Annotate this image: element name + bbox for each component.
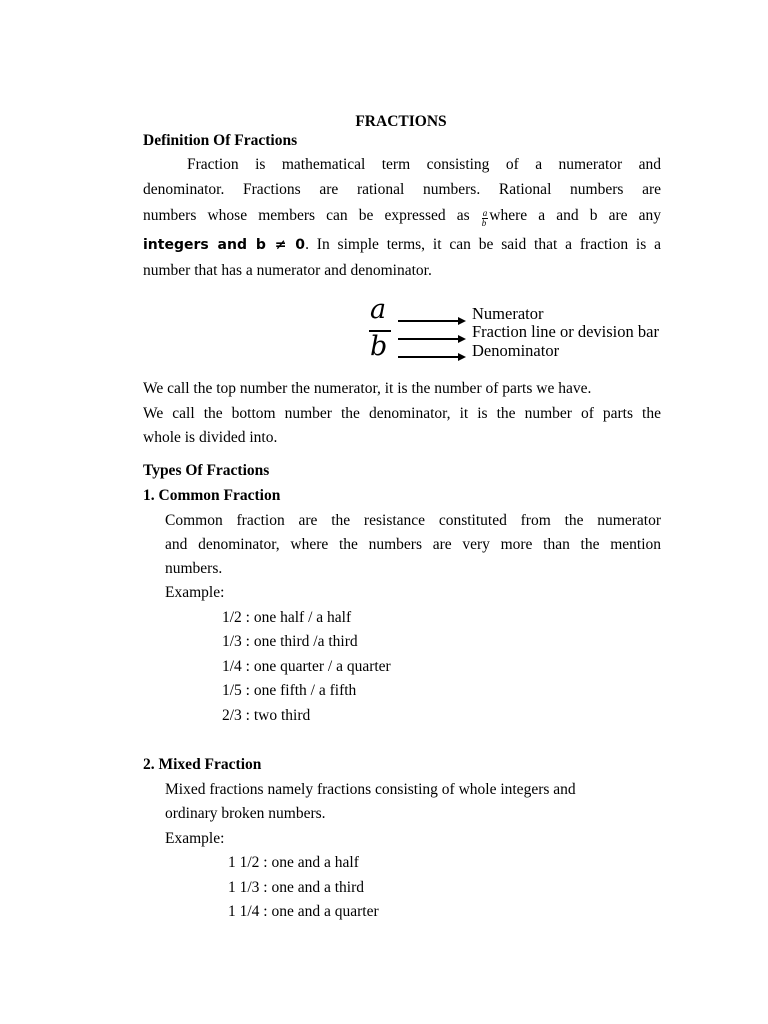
mixed-example-label: Example:	[165, 830, 225, 847]
inline-fraction-denominator: b	[481, 218, 487, 228]
arrow-line-numerator	[398, 320, 458, 322]
diagram-label-denominator: Denominator	[472, 341, 560, 360]
page-title: FRACTIONS	[355, 113, 447, 130]
common-example-item: 1/5 : one fifth / a fifth	[222, 682, 357, 699]
common-fraction-line-3: numbers.	[165, 560, 223, 577]
arrow-line-denominator	[398, 356, 458, 358]
definition-line-2: denominator. Fractions are rational numbers. Rational numbers are	[143, 181, 661, 198]
diagram-label-numerator: Numerator	[472, 304, 544, 323]
mixed-example-item: 1 1/4 : one and a quarter	[228, 903, 379, 920]
inline-fraction-numerator: a	[482, 208, 488, 218]
mixed-fraction-line-1: Mixed fractions namely fractions consisting of whole integers and	[165, 781, 576, 798]
common-example-item: 1/3 : one third /a third	[222, 633, 358, 650]
definition-heading: Definition Of Fractions	[143, 132, 298, 149]
common-example-item: 1/4 : one quarter / a quarter	[222, 658, 391, 675]
mixed-example-item: 1 1/2 : one and a half	[228, 854, 359, 871]
explanation-line-1: We call the top number the numerator, it is the number of parts we have.	[143, 380, 592, 397]
arrow-right-icon	[458, 353, 466, 361]
definition-line-1: Fraction is mathematical term consisting of a numerator and	[187, 156, 661, 173]
definition-line-3-post: where a and b are any	[489, 207, 661, 224]
diagram-label-fraction-line: Fraction line or devision bar	[472, 322, 659, 341]
mixed-example-item: 1 1/3 : one and a third	[228, 879, 365, 896]
common-fraction-line-1: Common fraction are the resistance constituted from the numerator	[165, 512, 661, 529]
mixed-fraction-line-2: ordinary broken numbers.	[165, 805, 326, 822]
common-example-item: 2/3 : two third	[222, 707, 311, 724]
definition-line-4-rest: . In simple terms, it can be said that a fraction is a	[305, 236, 661, 253]
diagram-numerator-letter: a	[370, 294, 387, 325]
definition-line-3-pre: numbers whose members can be expressed as	[143, 207, 470, 224]
explanation-line-2: We call the bottom number the denominator, it is the number of parts the	[143, 405, 661, 422]
common-example-item: 1/2 : one half / a half	[222, 609, 352, 626]
definition-line-4	[143, 235, 661, 255]
explanation-line-3: whole is divided into.	[143, 429, 278, 446]
diagram-denominator-letter: b	[370, 331, 388, 362]
arrow-line-fraction-bar	[398, 338, 458, 340]
arrow-right-icon	[458, 317, 466, 325]
common-fraction-line-2: and denominator, where the numbers are very more than the mention	[165, 536, 661, 553]
definition-line-3	[143, 206, 661, 228]
types-heading: Types Of Fractions	[143, 462, 270, 479]
inline-fraction	[482, 209, 489, 228]
common-example-label: Example:	[165, 584, 225, 601]
definition-line-5: number that has a numerator and denominator.	[143, 262, 432, 279]
mixed-fraction-heading: 2. Mixed Fraction	[143, 756, 262, 773]
arrow-right-icon	[458, 335, 466, 343]
definition-bold-condition: integers and b ≠ 0	[143, 237, 306, 253]
common-fraction-heading: 1. Common Fraction	[143, 487, 281, 504]
